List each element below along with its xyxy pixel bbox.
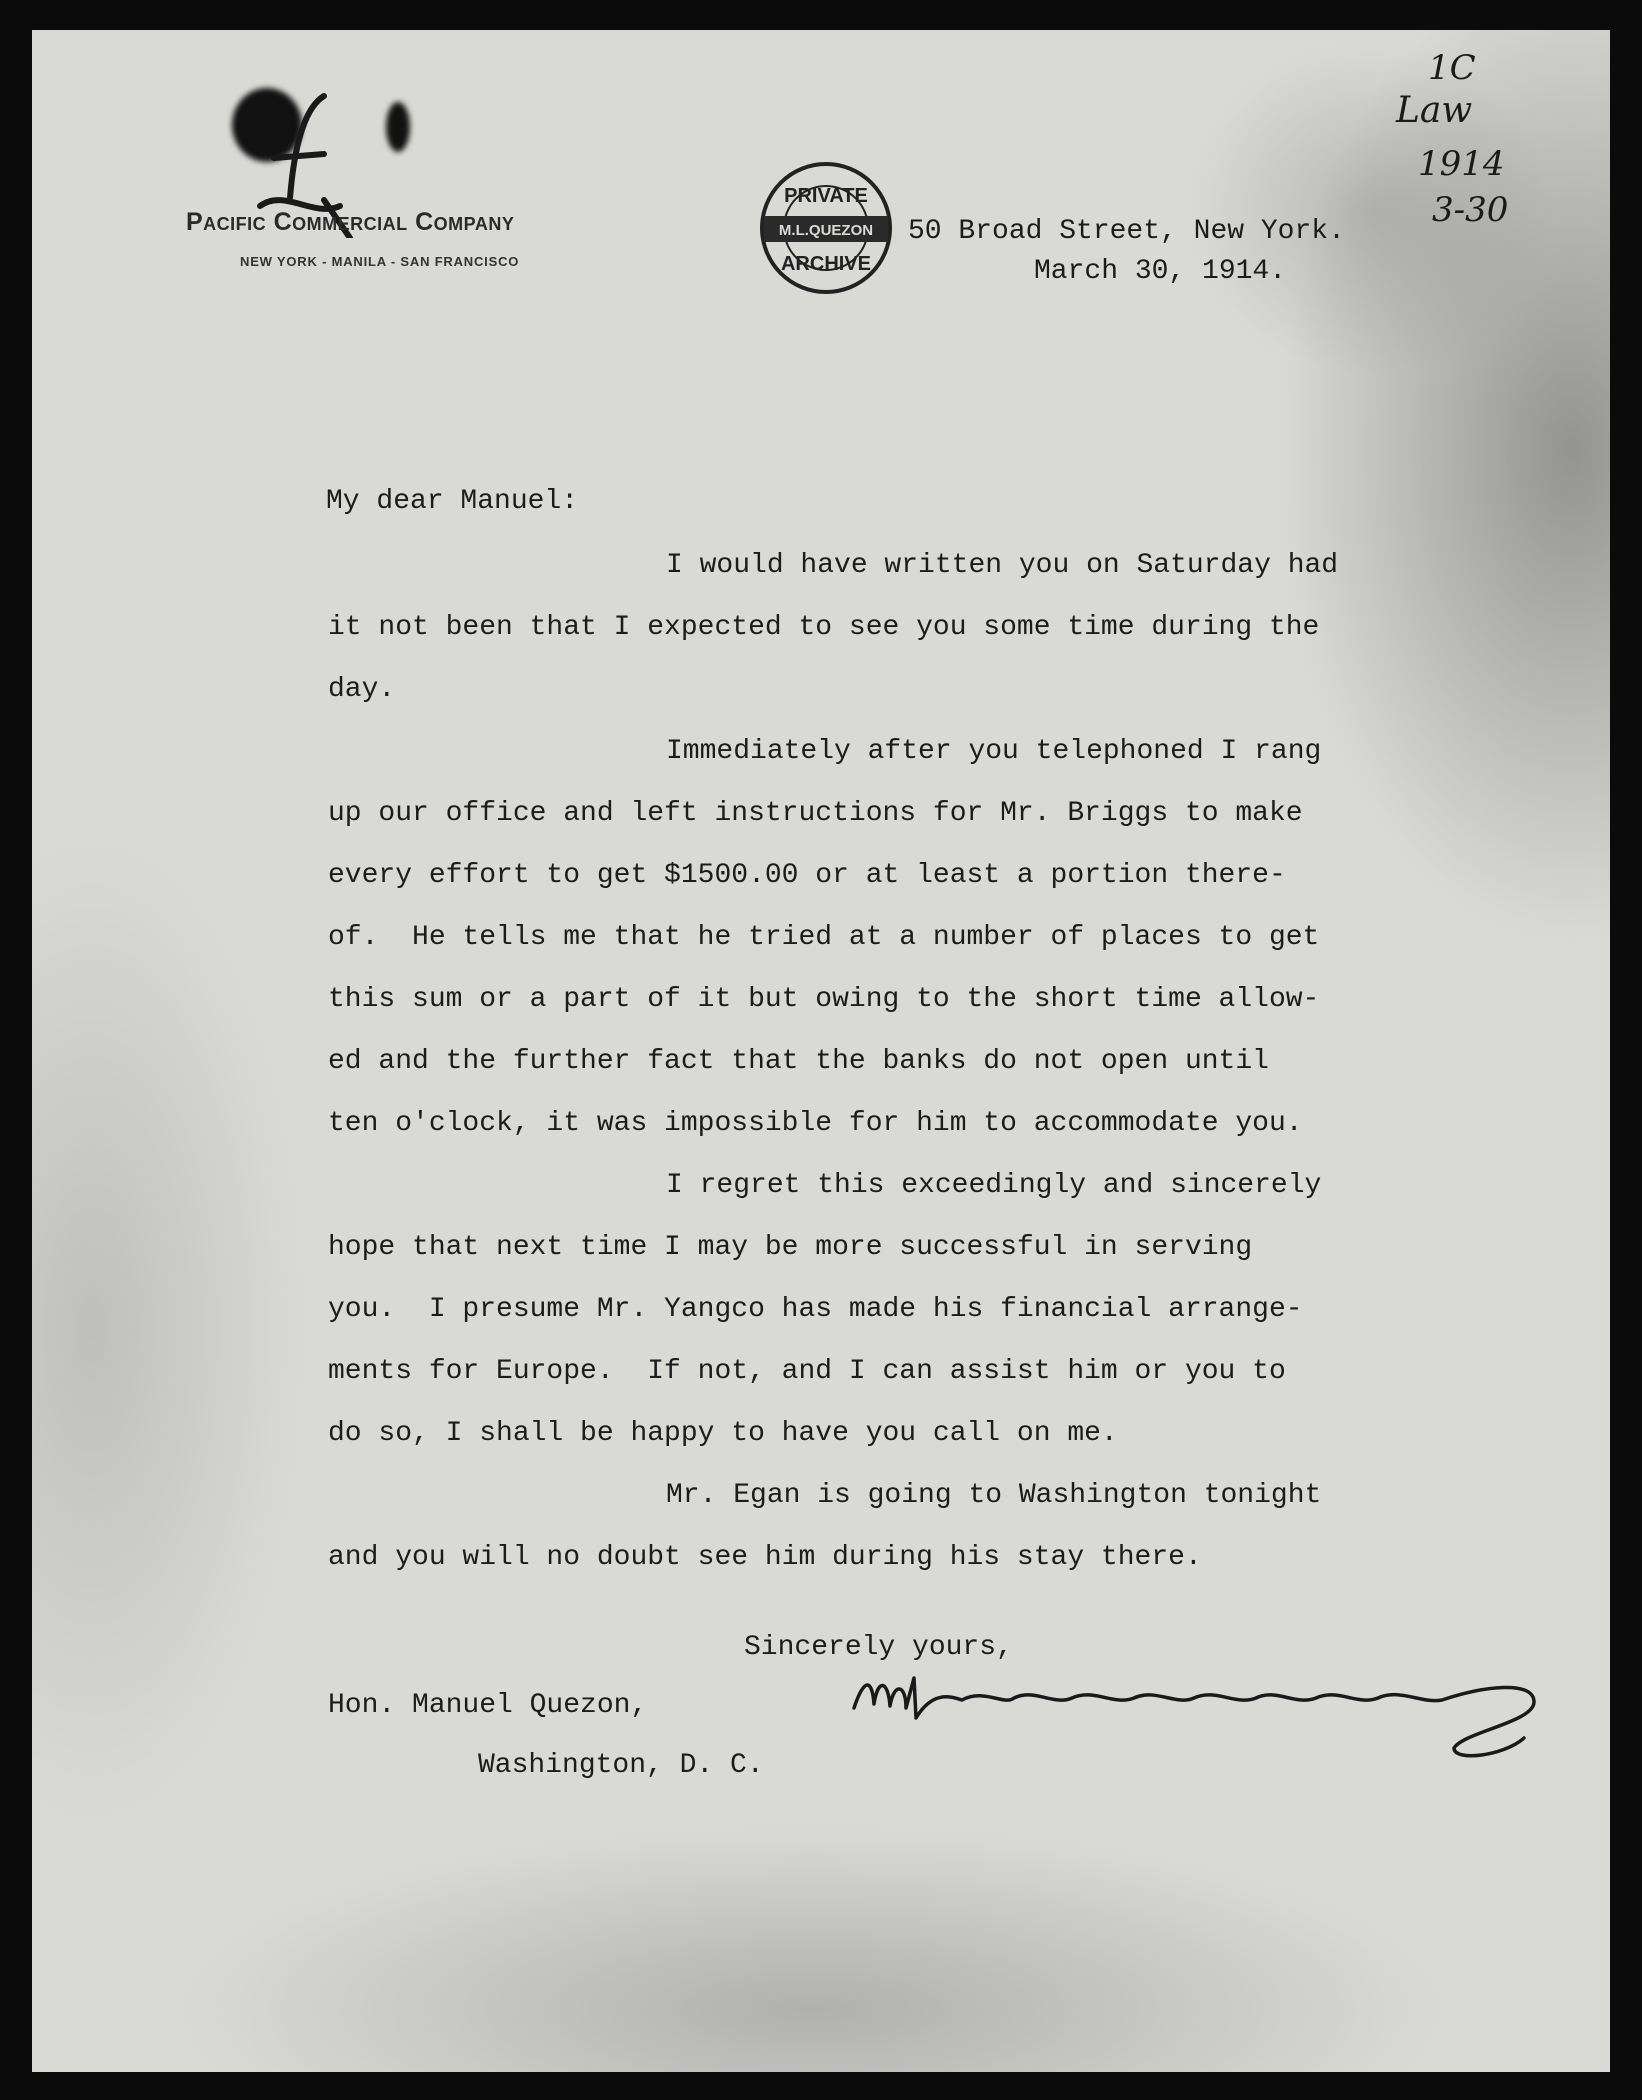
body-line: ments for Europe. If not, and I can assist him or you to xyxy=(328,1356,1286,1387)
stamp-bottom-text: ARCHIVE xyxy=(780,253,872,275)
closing: Sincerely yours, xyxy=(744,1632,1013,1663)
salutation: My dear Manuel: xyxy=(326,486,579,517)
body-line: of. He tells me that he tried at a number of places to get xyxy=(328,922,1320,953)
letter-page xyxy=(32,30,1610,2072)
archive-stamp-icon xyxy=(756,158,896,298)
recipient-name: Hon. Manuel Quezon, xyxy=(328,1690,648,1721)
stamp-middle-text: M.L.QUEZON xyxy=(778,222,874,239)
letterhead-cities: NEW YORK - MANILA - SAN FRANCISCO xyxy=(240,254,520,269)
body-line: up our office and left instructions for Mr. Briggs to make xyxy=(328,798,1303,829)
ink-blot xyxy=(386,102,410,152)
body-line: this sum or a part of it but owing to the short time allow- xyxy=(328,984,1320,1015)
sender-address: 50 Broad Street, New York. xyxy=(908,216,1345,247)
handnote-line: Law xyxy=(1396,90,1473,131)
body-line: and you will no doubt see him during his stay there. xyxy=(328,1542,1202,1573)
body-line: day. xyxy=(328,674,396,705)
body-line: ed and the further fact that the banks do not open until xyxy=(328,1046,1269,1077)
body-line: I regret this exceedingly and sincerely xyxy=(666,1170,1322,1201)
body-line: Immediately after you telephoned I rang xyxy=(666,736,1322,767)
body-line: Mr. Egan is going to Washington tonight xyxy=(666,1480,1322,1511)
letter-date: March 30, 1914. xyxy=(1034,256,1287,287)
body-line: do so, I shall be happy to have you call on me. xyxy=(328,1418,1118,1449)
body-line: it not been that I expected to see you some time during the xyxy=(328,612,1320,643)
signature-icon xyxy=(844,1658,1564,1768)
body-line: hope that next time I may be more successful in serving xyxy=(328,1232,1253,1263)
body-line: you. I presume Mr. Yangco has made his financial arrange- xyxy=(328,1294,1303,1325)
recipient-city: Washington, D. C. xyxy=(478,1750,764,1781)
letterhead-company-name: Pacific Commercial Company xyxy=(186,208,515,236)
body-line: ten o'clock, it was impossible for him to accommodate you. xyxy=(328,1108,1303,1139)
handnote-line: 3-30 xyxy=(1432,190,1509,230)
handnote-line: 1914 xyxy=(1418,144,1505,184)
body-line: every effort to get $1500.00 or at least a portion there- xyxy=(328,860,1286,891)
handnote-line: 1C xyxy=(1428,48,1476,88)
stamp-top-text: PRIVATE xyxy=(784,185,868,207)
body-line: I would have written you on Saturday had xyxy=(666,550,1339,581)
